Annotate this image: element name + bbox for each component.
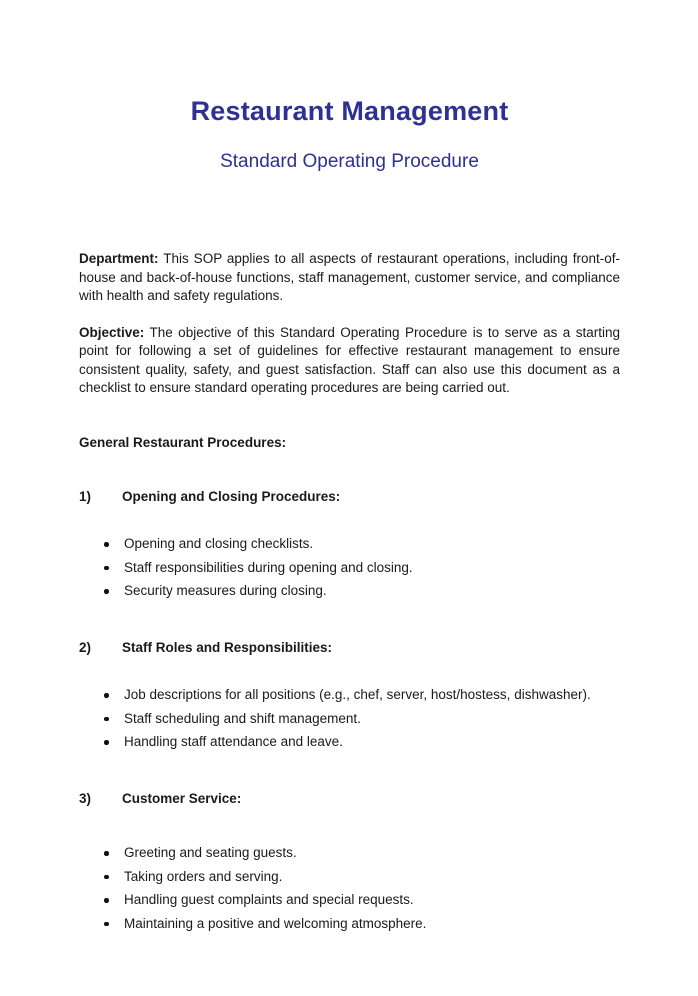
section-title: Customer Service: (122, 790, 242, 806)
list-item: Staff scheduling and shift management. (79, 710, 620, 729)
section-opening-closing (79, 488, 620, 601)
bullet-list (79, 535, 620, 601)
list-item: Handling guest complaints and special requests. (79, 891, 620, 910)
document-page (0, 96, 698, 996)
section-heading (79, 790, 620, 809)
page-subtitle: Standard Operating Procedure (220, 151, 479, 172)
section-heading (79, 639, 620, 658)
section-staff-roles (79, 639, 620, 752)
general-procedures-heading: General Restaurant Procedures: (79, 434, 287, 450)
objective-text: The objective of this Standard Operating Procedure is to serve as a starting point for following a set of guidelines for effective restaurant management to ensure consistent quality, safety, and guest satisfaction. Staff can also use this document as a checklist to ensure standard operating procedures are being carried out. (79, 324, 620, 395)
bullet-list (79, 844, 620, 933)
section-number: 3) (79, 790, 92, 806)
list-item: Staff responsibilities during opening and closing. (79, 559, 620, 578)
section-title: Opening and Closing Procedures: (122, 488, 341, 504)
list-item: Security measures during closing. (79, 582, 620, 601)
list-item: Taking orders and serving. (79, 868, 620, 887)
list-item: Maintaining a positive and welcoming atmosphere. (79, 915, 620, 934)
section-number: 1) (79, 488, 92, 504)
objective-label: Objective: (79, 324, 145, 340)
section-title: Staff Roles and Responsibilities: (122, 639, 333, 655)
objective-paragraph (79, 324, 620, 398)
list-item: Greeting and seating guests. (79, 844, 620, 863)
department-label: Department: (79, 251, 159, 266)
bullet-list (79, 686, 620, 752)
list-item: Opening and closing checklists. (79, 535, 620, 554)
section-customer-service (79, 790, 620, 934)
list-item: Job descriptions for all positions (e.g., chef, server, host/hostess, dishwasher). (79, 686, 620, 705)
section-number: 2) (79, 639, 92, 655)
department-text: This SOP applies to all aspects of restaurant operations, including front-of-house and back-of-house functions, staff management, customer service, and compliance with health and safety regulations. (79, 251, 620, 303)
section-heading (79, 488, 620, 507)
department-paragraph (79, 250, 620, 306)
document-content (0, 96, 698, 933)
list-item: Handling staff attendance and leave. (79, 733, 620, 752)
page-title: Restaurant Management (190, 96, 509, 126)
